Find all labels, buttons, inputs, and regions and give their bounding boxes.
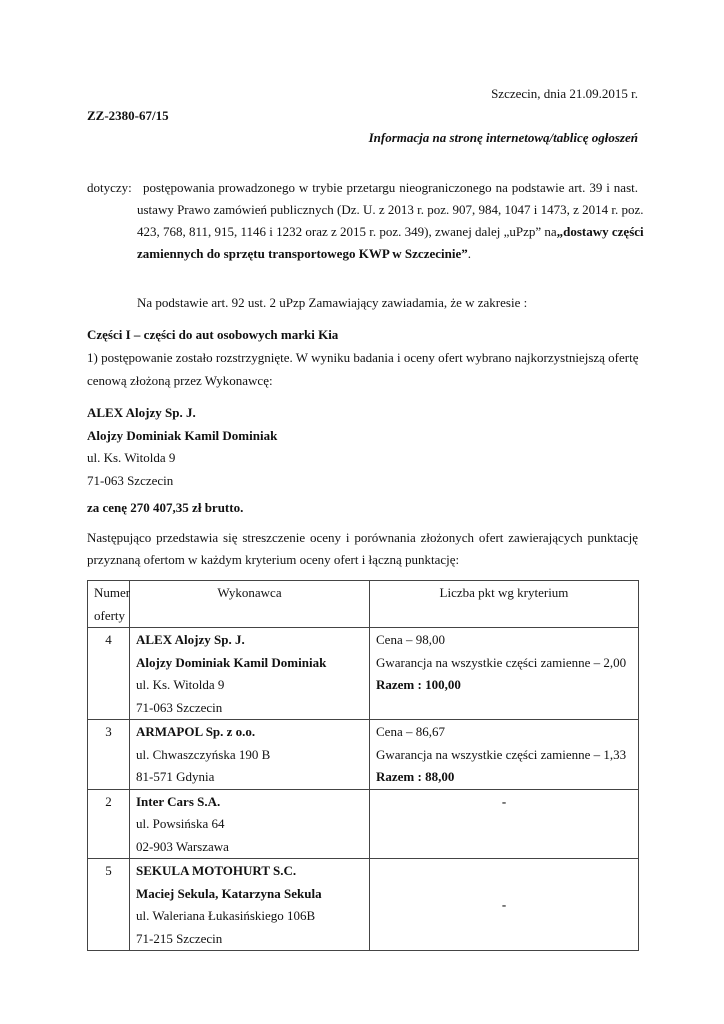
subject-line-4-end: . <box>467 246 471 261</box>
contractor-name: ARMAPOL Sp. z o.o. <box>136 724 256 739</box>
offer-number: 4 <box>88 628 130 720</box>
points-cell <box>370 628 639 720</box>
subject-line-1: postępowania prowadzonego w trybie przetargu nieograniczonego na podstawie art. 39 i nast. <box>143 180 638 195</box>
price-points: Cena – 98,00 <box>376 632 445 647</box>
header-points: Liczba pkt wg kryterium <box>370 581 639 628</box>
header-contractor: Wykonawca <box>130 581 370 628</box>
contractor-address: ul. Waleriana Łukasińskiego 106B <box>136 908 316 923</box>
offer-number: 3 <box>88 720 130 790</box>
table-row <box>88 859 639 951</box>
total-points: Razem : 100,00 <box>376 677 461 692</box>
offer-number: 2 <box>88 789 130 859</box>
points-dash: - <box>370 789 639 859</box>
header-number-line-1: Numer <box>94 585 131 600</box>
summary-line-2: przyznaną ofertom w każdym kryterium oceny ofert i łączną punktację: <box>87 552 460 567</box>
intro-text: Na podstawie art. 92 ust. 2 uPzp Zamawiający zawiadamia, że w zakresie : <box>137 295 528 310</box>
offer-number: 5 <box>88 859 130 951</box>
contractor-name: Inter Cars S.A. <box>136 793 221 809</box>
winner-name-1: ALEX Alojzy Sp. J. <box>87 405 196 420</box>
points-cell <box>370 720 639 790</box>
contractor-address: 81-571 Gdynia <box>136 769 215 784</box>
table-row <box>88 720 639 790</box>
contractor-address: 71-215 Szczecin <box>136 930 223 946</box>
warranty-points: Gwarancja na wszystkie części zamienne – 2,00 <box>376 654 627 670</box>
winner-city: 71-063 Szczecin <box>87 473 174 488</box>
subject-line-4-bold: zamiennych do sprzętu transportowego KWP w Szczecinie” <box>137 246 468 261</box>
contractor-name: Alojzy Dominiak Kamil Dominiak <box>136 654 327 670</box>
date-line: Szczecin, dnia 21.09.2015 r. <box>491 86 638 101</box>
winner-street: ul. Ks. Witolda 9 <box>87 450 176 465</box>
winner-name-2: Alojzy Dominiak Kamil Dominiak <box>87 428 278 443</box>
subject-line-2: ustawy Prawo zamówień publicznych (Dz. U. z 2013 r. poz. 907, 984, 1047 i 1473, z 2014 r. poz. <box>137 202 644 217</box>
subject-line-3-bold: „dostawy części <box>556 224 644 239</box>
contractor-cell <box>130 859 370 951</box>
header-number-line-2: oferty <box>94 607 126 623</box>
result-line-2: cenową złożoną przez Wykonawcę: <box>87 373 273 388</box>
header-number <box>88 581 130 628</box>
contractor-name: Maciej Sekula, Katarzyna Sekula <box>136 885 322 901</box>
subject-line-3 <box>137 224 644 240</box>
notice-title: Informacja na stronę internetową/tablicę ogłoszeń <box>368 130 638 145</box>
contractor-address: 71-063 Szczecin <box>136 699 223 715</box>
table-row <box>88 789 639 859</box>
summary-line-1: Następująco przedstawia się streszczenie oceny i porównania złożonych ofert zawierających punktację <box>87 530 638 545</box>
subject-label: dotyczy: <box>87 180 132 195</box>
contractor-address: 02-903 Warszawa <box>136 838 229 854</box>
table-row <box>88 628 639 720</box>
contractor-cell <box>130 720 370 790</box>
part-heading: Części I – części do aut osobowych marki Kia <box>87 327 339 342</box>
contractor-name: SEKULA MOTOHURT S.C. <box>136 863 297 878</box>
contractor-address: ul. Chwaszczyńska 190 B <box>136 746 271 762</box>
total-points: Razem : 88,00 <box>376 769 455 784</box>
contractor-address: ul. Ks. Witolda 9 <box>136 677 225 692</box>
contractor-address: ul. Powsińska 64 <box>136 816 225 831</box>
points-dash: - <box>370 859 639 951</box>
price-points: Cena – 86,67 <box>376 724 445 739</box>
reference-number: ZZ-2380-67/15 <box>87 108 169 123</box>
result-line-1: 1) postępowanie zostało rozstrzygnięte. W wyniku badania i oceny ofert wybrano najkorzystniejszą ofertę <box>87 350 639 365</box>
winner-price: za cenę 270 407,35 zł brutto. <box>87 500 244 515</box>
results-table <box>87 580 639 951</box>
subject-line-3-text: 423, 768, 811, 915, 1146 i 1232 oraz z 2015 r. poz. 349), zwanej dalej „uPzp” na <box>137 224 557 239</box>
table-header-row <box>88 581 639 628</box>
contractor-cell <box>130 789 370 859</box>
subject-line-4 <box>137 246 471 262</box>
contractor-cell <box>130 628 370 720</box>
contractor-name: ALEX Alojzy Sp. J. <box>136 632 245 647</box>
warranty-points: Gwarancja na wszystkie części zamienne – 1,33 <box>376 746 627 762</box>
